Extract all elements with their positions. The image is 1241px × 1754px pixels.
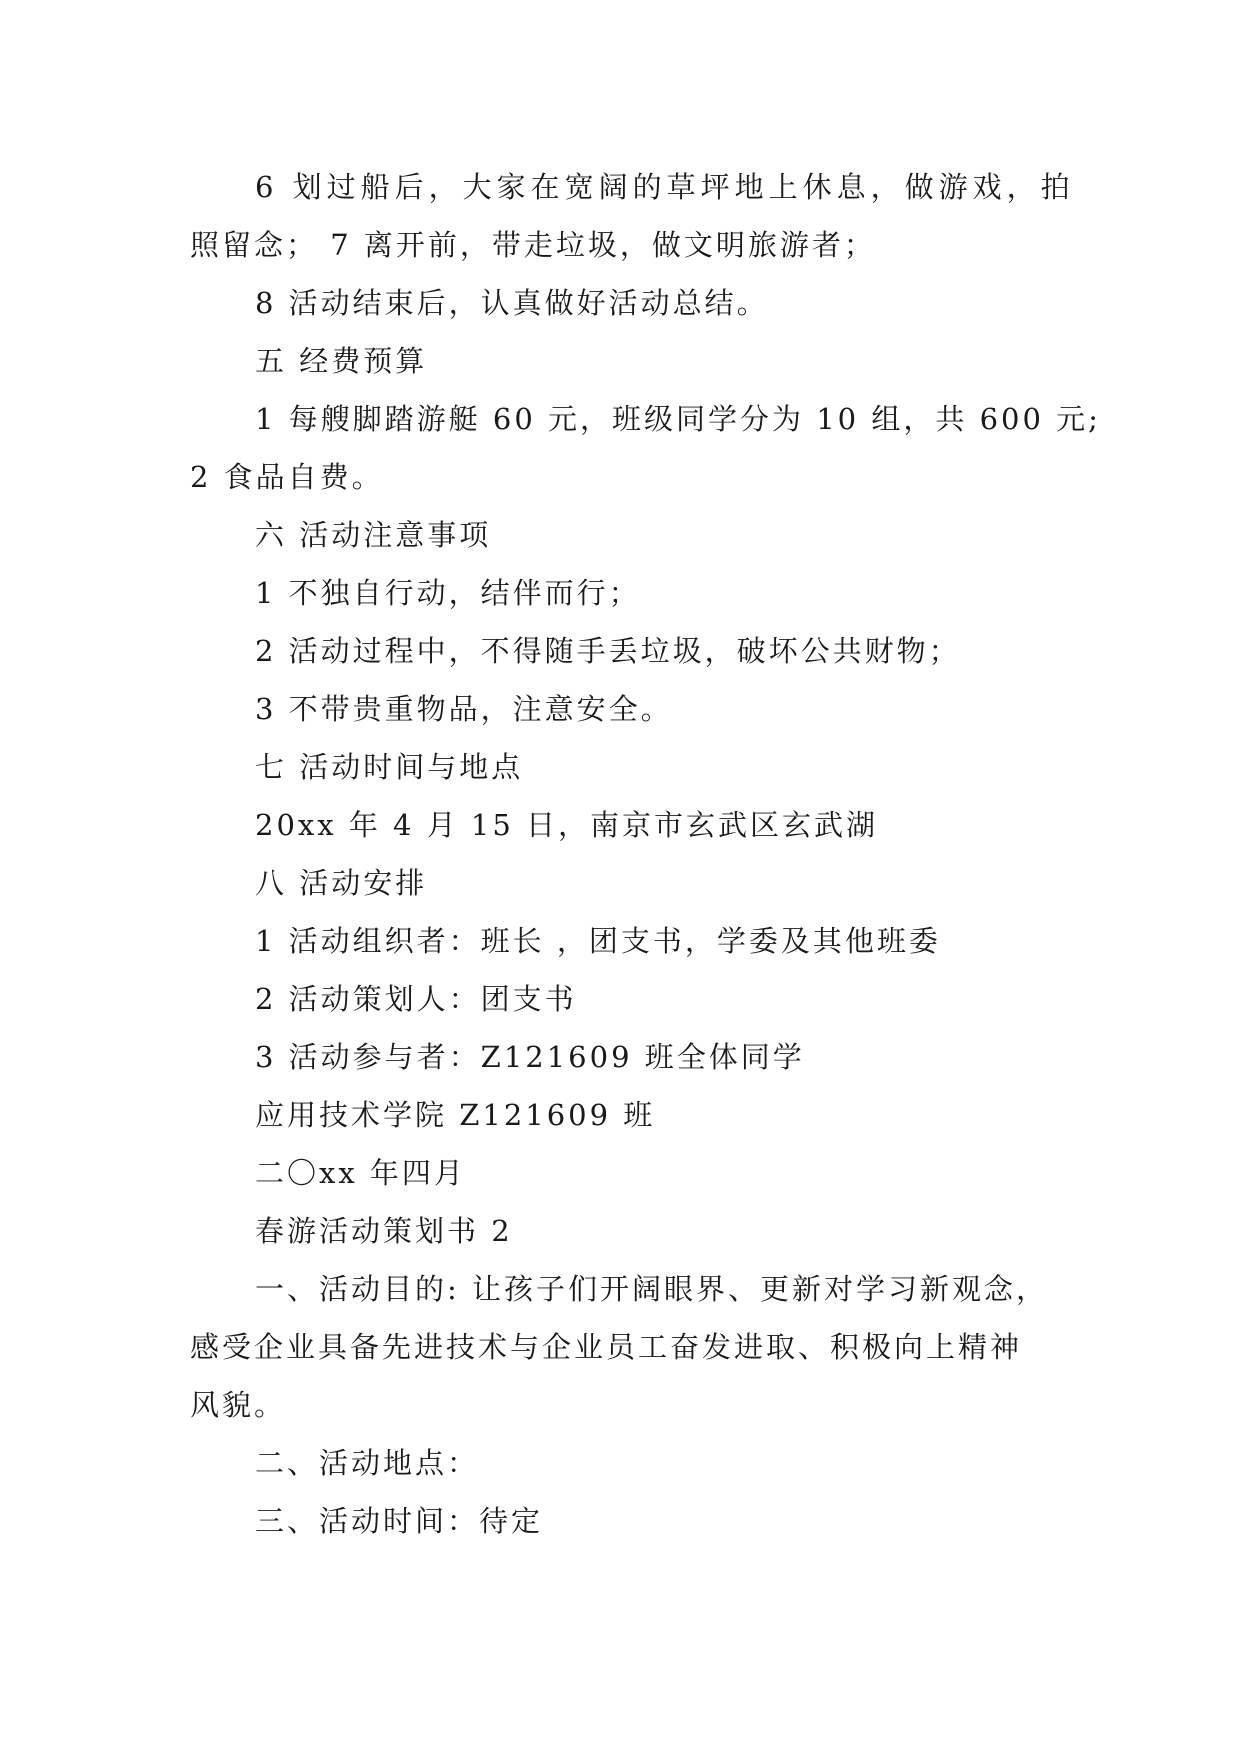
paragraph-line: 1 不独自行动，结伴而行；	[255, 576, 641, 610]
paragraph-line: 8 活动结束后，认真做好活动总结。	[255, 286, 769, 320]
document-title: 春游活动策划书 2	[255, 1214, 513, 1248]
section-heading: 七 活动时间与地点	[255, 750, 524, 784]
paragraph-line: 照留念； 7 离开前，带走垃圾，做文明旅游者；	[190, 228, 876, 262]
section-heading: 二、活动地点：	[255, 1446, 480, 1480]
section-heading: 三、活动时间：待定	[255, 1504, 544, 1538]
paragraph-line: 2 食品自费。	[190, 460, 384, 494]
paragraph-line: 3 不带贵重物品，注意安全。	[255, 692, 673, 726]
section-heading: 六 活动注意事项	[255, 518, 492, 552]
paragraph-line: 6 划过船后，大家在宽阔的草坪地上休息，做游戏，拍	[255, 170, 1075, 204]
section-heading: 八 活动安排	[255, 866, 428, 900]
paragraph-line: 2 活动策划人：团支书	[255, 982, 577, 1016]
section-heading: 五 经费预算	[255, 344, 428, 378]
paragraph-line: 1 活动组织者：班长 ，团支书，学委及其他班委	[255, 924, 941, 958]
document-body	[190, 158, 1101, 1550]
paragraph-line: 20xx 年 4 月 15 日，南京市玄武区玄武湖	[255, 808, 879, 842]
paragraph-line: 一、活动目的: 让孩子们开阔眼界、更新对学习新观念，	[255, 1272, 1048, 1306]
paragraph-line: 风貌。	[190, 1388, 287, 1422]
paragraph-line: 2 活动过程中，不得随手丢垃圾，破坏公共财物；	[255, 634, 961, 668]
paragraph-line: 3 活动参与者：Z121609 班全体同学	[255, 1040, 805, 1074]
paragraph-line: 1 每艘脚踏游艇 60 元，班级同学分为 10 组，共 600 元;	[255, 402, 1101, 436]
signature-date: 二〇xx 年四月	[255, 1156, 466, 1190]
signature-org: 应用技术学院 Z121609 班	[255, 1098, 656, 1132]
paragraph-line: 感受企业具备先进技术与企业员工奋发进取、积极向上精神	[190, 1330, 1023, 1364]
